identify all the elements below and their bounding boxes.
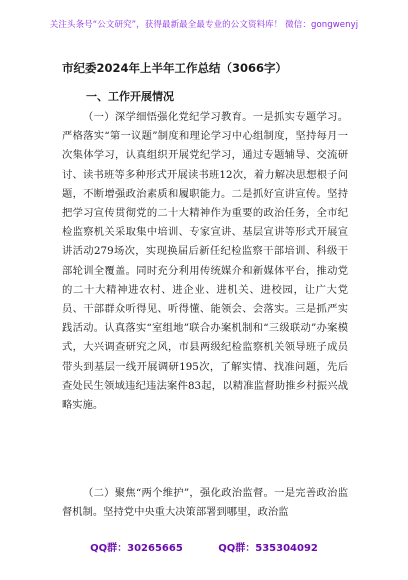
section-heading: 一、工作开展情况 [86,90,174,103]
footer-qq-group-1: QQ群：30265665 [90,543,183,554]
body-paragraph-2: （二）聚焦“两个维护”，强化政治监督。一是完善政治监督机制。坚持党中央重大决策部署到哪里，政治监 [62,487,348,519]
footer-qq-group-2: QQ群：535304092 [218,543,318,554]
header-promo-note: 关注头条号“公文研究”，获得最新最全最专业的公文资料库！ 微信：gongwenyj [49,20,359,30]
body-paragraph-1: （一）深学细悟强化党纪学习教育。一是抓实专题学习。严格落实“第一议题”制度和理论学习中心组制度，坚持每月一次集体学习，认真组织开展党纪学习，通过专题辅导、交流研讨、读书班等多种形式开展读书班12次，着力解决思想根子问题，不断增强政治素质和履职能力。二是抓好宣讲宣传。坚持把学习宣传贯彻党的二十大精神作为重要的政治任务，全市纪检监察机关采取集中培训、专家宣讲、基层宣讲等形式开展宣讲活动279场次，实现换届后新任纪检监察干部培训、科级干部轮训全覆盖。同时充分利用传统媒介和新媒体平台，推动党的二十大精神进农村、进企业、进机关、进校园，让广大党员、干部群众听得见、听得懂、能领会、会落实。三是抓严实践活动。认真落实“室组地”联合办案机制和“三级联动”办案模式，大兴调查研究之风，市县两级纪检监察机关领导班子成员带头到基层一线开展调研195次，了解实情、找准问题，先后查处民生领域违纪违法案件83起，以精准监督助推乡村振兴战略实施。 [62,111,348,412]
footer-contact [0,539,408,554]
document-title: 市纪委2024年上半年工作总结（3066字） [62,61,288,75]
